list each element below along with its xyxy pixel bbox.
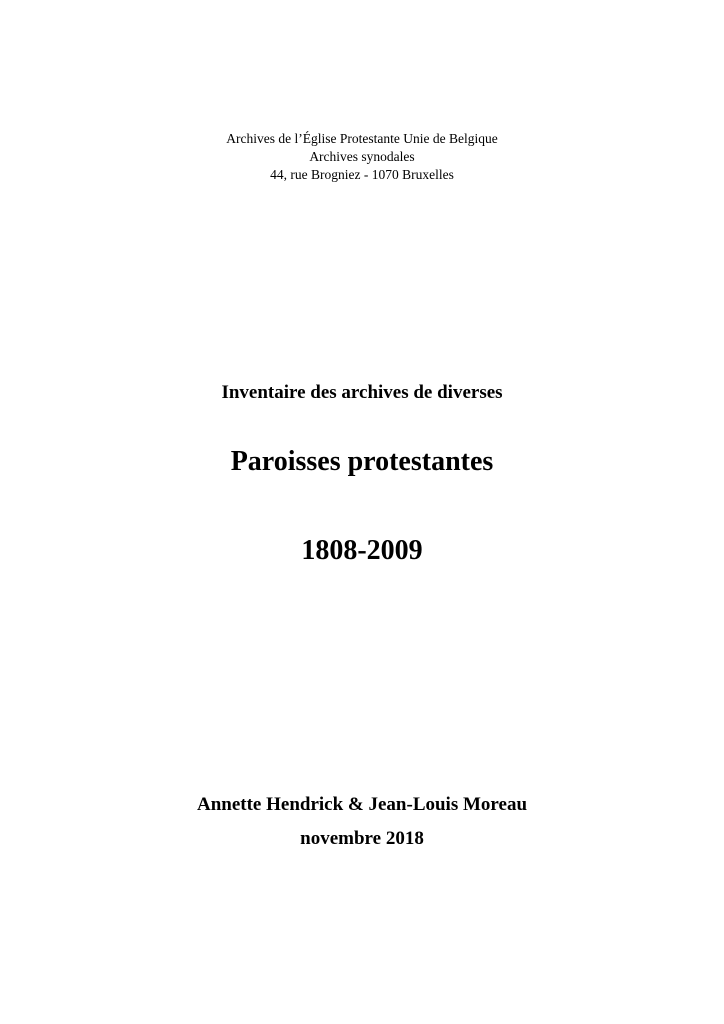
archive-department: Archives synodales xyxy=(309,149,415,164)
archive-institution: Archives de l’Église Protestante Unie de Belgique xyxy=(226,131,498,146)
document-authors: Annette Hendrick & Jean-Louis Moreau xyxy=(196,794,528,815)
archive-address: 44, rue Brogniez - 1070 Bruxelles xyxy=(270,167,454,182)
document-subtitle: Inventaire des archives de diverses xyxy=(221,382,503,403)
document-title: Paroisses protestantes xyxy=(230,446,494,477)
document-date: novembre 2018 xyxy=(300,828,424,849)
document-years: 1808-2009 xyxy=(301,535,423,566)
